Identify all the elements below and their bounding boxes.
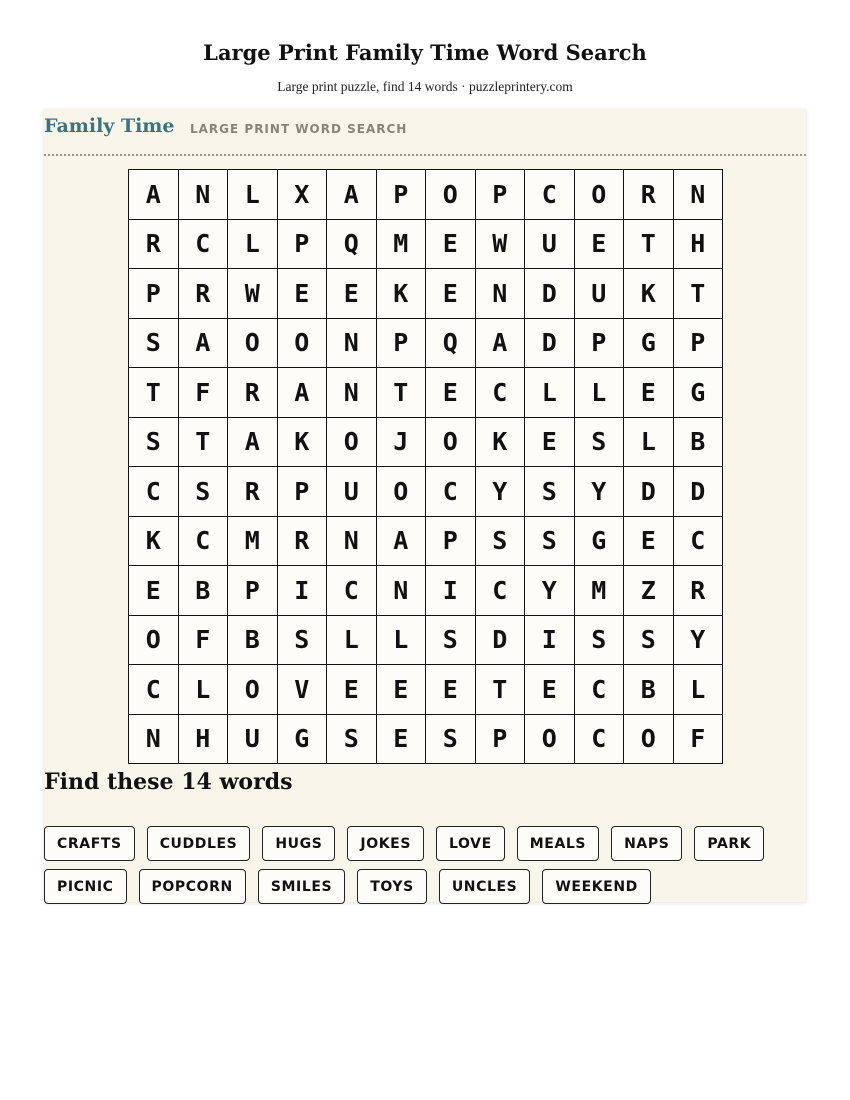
grid-cell[interactable]: L	[525, 368, 575, 418]
grid-cell[interactable]: C	[674, 517, 724, 567]
grid-cell[interactable]: N	[327, 517, 377, 567]
grid-cell[interactable]: F	[179, 368, 229, 418]
grid-cell[interactable]: S	[129, 418, 179, 468]
grid-cell[interactable]: I	[426, 566, 476, 616]
puzzle-header	[44, 109, 806, 156]
grid-cell[interactable]: D	[525, 319, 575, 369]
grid-cell[interactable]: N	[327, 319, 377, 369]
grid-cell[interactable]: K	[129, 517, 179, 567]
grid-cell[interactable]: U	[525, 220, 575, 270]
grid-cell[interactable]: P	[129, 269, 179, 319]
word-chip[interactable]: PICNIC	[44, 869, 127, 904]
grid-cell[interactable]: S	[575, 616, 625, 666]
grid-cell[interactable]: O	[228, 319, 278, 369]
grid-cell[interactable]: R	[278, 517, 328, 567]
grid-cell[interactable]: L	[228, 170, 278, 220]
grid-cell[interactable]: U	[327, 467, 377, 517]
grid-cell[interactable]: L	[327, 616, 377, 666]
grid-cell[interactable]: E	[426, 665, 476, 715]
grid-cell[interactable]: O	[377, 467, 427, 517]
grid-cell[interactable]: R	[179, 269, 229, 319]
grid-cell[interactable]: U	[575, 269, 625, 319]
grid-cell[interactable]: G	[674, 368, 724, 418]
grid-cell[interactable]: N	[327, 368, 377, 418]
grid-cell[interactable]: S	[129, 319, 179, 369]
grid-cell[interactable]: Y	[674, 616, 724, 666]
grid-cell[interactable]: O	[624, 715, 674, 765]
grid-cell[interactable]: L	[179, 665, 229, 715]
grid-cell[interactable]: T	[476, 665, 526, 715]
grid-cell[interactable]: O	[426, 170, 476, 220]
grid-cell[interactable]: A	[327, 170, 377, 220]
grid-cell[interactable]: R	[228, 368, 278, 418]
puzzle-kicker: LARGE PRINT WORD SEARCH	[190, 122, 408, 136]
word-chip[interactable]: NAPS	[611, 826, 682, 861]
grid-cell[interactable]: D	[624, 467, 674, 517]
grid-cell[interactable]: P	[377, 319, 427, 369]
grid-cell[interactable]: R	[228, 467, 278, 517]
grid-cell[interactable]: C	[129, 665, 179, 715]
grid-cell[interactable]: S	[278, 616, 328, 666]
grid-cell[interactable]: E	[575, 220, 625, 270]
page-subtitle: Large print puzzle, find 14 words · puzzleprintery.com	[277, 79, 573, 94]
grid-cell[interactable]: C	[179, 517, 229, 567]
grid-cell[interactable]: V	[278, 665, 328, 715]
puzzle-title: Family Time	[44, 115, 175, 137]
grid-cell[interactable]: C	[575, 665, 625, 715]
grid-cell[interactable]: L	[228, 220, 278, 270]
grid-cell[interactable]: Q	[426, 319, 476, 369]
grid-cell[interactable]: A	[476, 319, 526, 369]
grid-cell[interactable]: B	[624, 665, 674, 715]
grid-cell[interactable]: S	[525, 517, 575, 567]
word-chip[interactable]: PARK	[694, 826, 764, 861]
grid-cell[interactable]: O	[327, 418, 377, 468]
grid-cell[interactable]: S	[327, 715, 377, 765]
grid-cell[interactable]: A	[278, 368, 328, 418]
grid-cell[interactable]: E	[327, 665, 377, 715]
word-chip[interactable]: MEALS	[517, 826, 599, 861]
grid-cell[interactable]: B	[179, 566, 229, 616]
grid-cell[interactable]: C	[327, 566, 377, 616]
grid-cell[interactable]: O	[228, 665, 278, 715]
page-title: Large Print Family Time Word Search	[203, 40, 647, 65]
grid-cell[interactable]: T	[377, 368, 427, 418]
grid-cell[interactable]: P	[278, 220, 328, 270]
grid-cell[interactable]: C	[575, 715, 625, 765]
grid-cell[interactable]: T	[179, 418, 229, 468]
grid-cell[interactable]: E	[278, 269, 328, 319]
grid-cell[interactable]: C	[179, 220, 229, 270]
grid-cell[interactable]: C	[476, 566, 526, 616]
grid-cell[interactable]: R	[624, 170, 674, 220]
grid-cell[interactable]: Y	[476, 467, 526, 517]
grid-cell[interactable]: P	[278, 467, 328, 517]
grid-cell[interactable]: K	[278, 418, 328, 468]
grid-cell[interactable]: S	[525, 467, 575, 517]
grid-cell[interactable]: P	[476, 715, 526, 765]
grid-cell[interactable]: A	[228, 418, 278, 468]
word-chip[interactable]: WEEKEND	[542, 869, 651, 904]
grid-cell[interactable]: N	[476, 269, 526, 319]
puzzle-card	[44, 109, 806, 902]
grid-cell[interactable]: E	[426, 368, 476, 418]
grid-cell[interactable]: L	[377, 616, 427, 666]
grid-cell[interactable]: W	[228, 269, 278, 319]
grid-cell[interactable]: M	[377, 220, 427, 270]
grid-cell[interactable]: K	[624, 269, 674, 319]
grid-cell[interactable]: A	[129, 170, 179, 220]
grid-cell[interactable]: Q	[327, 220, 377, 270]
grid-cell[interactable]: H	[674, 220, 724, 270]
grid-cell[interactable]: B	[674, 418, 724, 468]
grid-cell[interactable]: S	[624, 616, 674, 666]
grid-cell[interactable]: I	[278, 566, 328, 616]
grid-cell[interactable]: P	[228, 566, 278, 616]
word-chip[interactable]: SMILES	[258, 869, 345, 904]
grid-cell[interactable]: N	[674, 170, 724, 220]
grid-cell[interactable]: R	[129, 220, 179, 270]
grid-cell[interactable]: T	[129, 368, 179, 418]
word-chip[interactable]: JOKES	[347, 826, 424, 861]
grid-cell[interactable]: M	[228, 517, 278, 567]
grid-cell[interactable]: T	[624, 220, 674, 270]
word-chip[interactable]: CUDDLES	[147, 826, 251, 861]
grid-cell[interactable]: E	[624, 517, 674, 567]
grid-cell[interactable]: S	[476, 517, 526, 567]
grid-cell[interactable]: L	[575, 368, 625, 418]
grid-cell[interactable]: H	[179, 715, 229, 765]
grid-cell[interactable]: C	[476, 368, 526, 418]
grid-cell[interactable]: C	[525, 170, 575, 220]
grid-cell[interactable]: G	[575, 517, 625, 567]
grid-cell[interactable]: K	[476, 418, 526, 468]
grid-cell[interactable]: P	[377, 170, 427, 220]
grid-cell[interactable]: O	[575, 170, 625, 220]
grid-cell[interactable]: I	[525, 616, 575, 666]
grid-cell[interactable]: D	[476, 616, 526, 666]
grid-cell[interactable]: P	[674, 319, 724, 369]
grid-cell[interactable]: E	[525, 665, 575, 715]
grid-cell[interactable]: S	[426, 616, 476, 666]
grid-cell[interactable]: Y	[525, 566, 575, 616]
word-list	[44, 826, 806, 904]
grid-cell[interactable]: C	[426, 467, 476, 517]
grid-cell[interactable]: P	[426, 517, 476, 567]
grid-cell[interactable]: A	[377, 517, 427, 567]
word-chip[interactable]: TOYS	[357, 869, 427, 904]
grid-cell[interactable]: N	[377, 566, 427, 616]
grid-cell[interactable]: X	[278, 170, 328, 220]
grid-cell[interactable]: O	[426, 418, 476, 468]
grid-cell[interactable]: W	[476, 220, 526, 270]
word-chip[interactable]: HUGS	[262, 826, 335, 861]
grid-cell[interactable]: F	[179, 616, 229, 666]
grid-cell[interactable]: C	[129, 467, 179, 517]
grid-cell[interactable]: S	[179, 467, 229, 517]
word-chip[interactable]: POPCORN	[139, 869, 246, 904]
grid-cell[interactable]: G	[278, 715, 328, 765]
grid-cell[interactable]: B	[228, 616, 278, 666]
grid-cell[interactable]: O	[525, 715, 575, 765]
grid-cell[interactable]: U	[228, 715, 278, 765]
grid-cell[interactable]: K	[377, 269, 427, 319]
grid-cell[interactable]: P	[575, 319, 625, 369]
grid-cell[interactable]: Y	[575, 467, 625, 517]
grid-cell[interactable]: O	[129, 616, 179, 666]
grid-cell[interactable]: A	[179, 319, 229, 369]
grid-cell[interactable]: E	[377, 665, 427, 715]
words-heading: Find these 14 words	[44, 769, 293, 795]
grid-cell[interactable]: J	[377, 418, 427, 468]
grid-cell[interactable]: O	[278, 319, 328, 369]
grid-cell[interactable]: G	[624, 319, 674, 369]
grid-cell[interactable]: T	[674, 269, 724, 319]
grid-cell[interactable]: N	[129, 715, 179, 765]
grid-cell[interactable]: D	[674, 467, 724, 517]
grid-cell[interactable]: R	[674, 566, 724, 616]
grid-cell[interactable]: D	[525, 269, 575, 319]
grid-cell[interactable]: E	[377, 715, 427, 765]
word-chip[interactable]: CRAFTS	[44, 826, 135, 861]
grid-cell[interactable]: E	[129, 566, 179, 616]
word-chip[interactable]: LOVE	[436, 826, 505, 861]
grid-cell[interactable]: M	[575, 566, 625, 616]
grid-cell[interactable]: L	[624, 418, 674, 468]
grid-cell[interactable]: P	[476, 170, 526, 220]
grid-cell[interactable]: E	[327, 269, 377, 319]
grid-cell[interactable]: S	[575, 418, 625, 468]
grid-cell[interactable]: Z	[624, 566, 674, 616]
grid-cell[interactable]: E	[426, 269, 476, 319]
word-chip[interactable]: UNCLES	[439, 869, 531, 904]
letter-grid	[128, 169, 723, 764]
grid-cell[interactable]: L	[674, 665, 724, 715]
grid-cell[interactable]: E	[624, 368, 674, 418]
grid-cell[interactable]: E	[426, 220, 476, 270]
grid-cell[interactable]: N	[179, 170, 229, 220]
grid-cell[interactable]: F	[674, 715, 724, 765]
grid-cell[interactable]: S	[426, 715, 476, 765]
grid-cell[interactable]: E	[525, 418, 575, 468]
